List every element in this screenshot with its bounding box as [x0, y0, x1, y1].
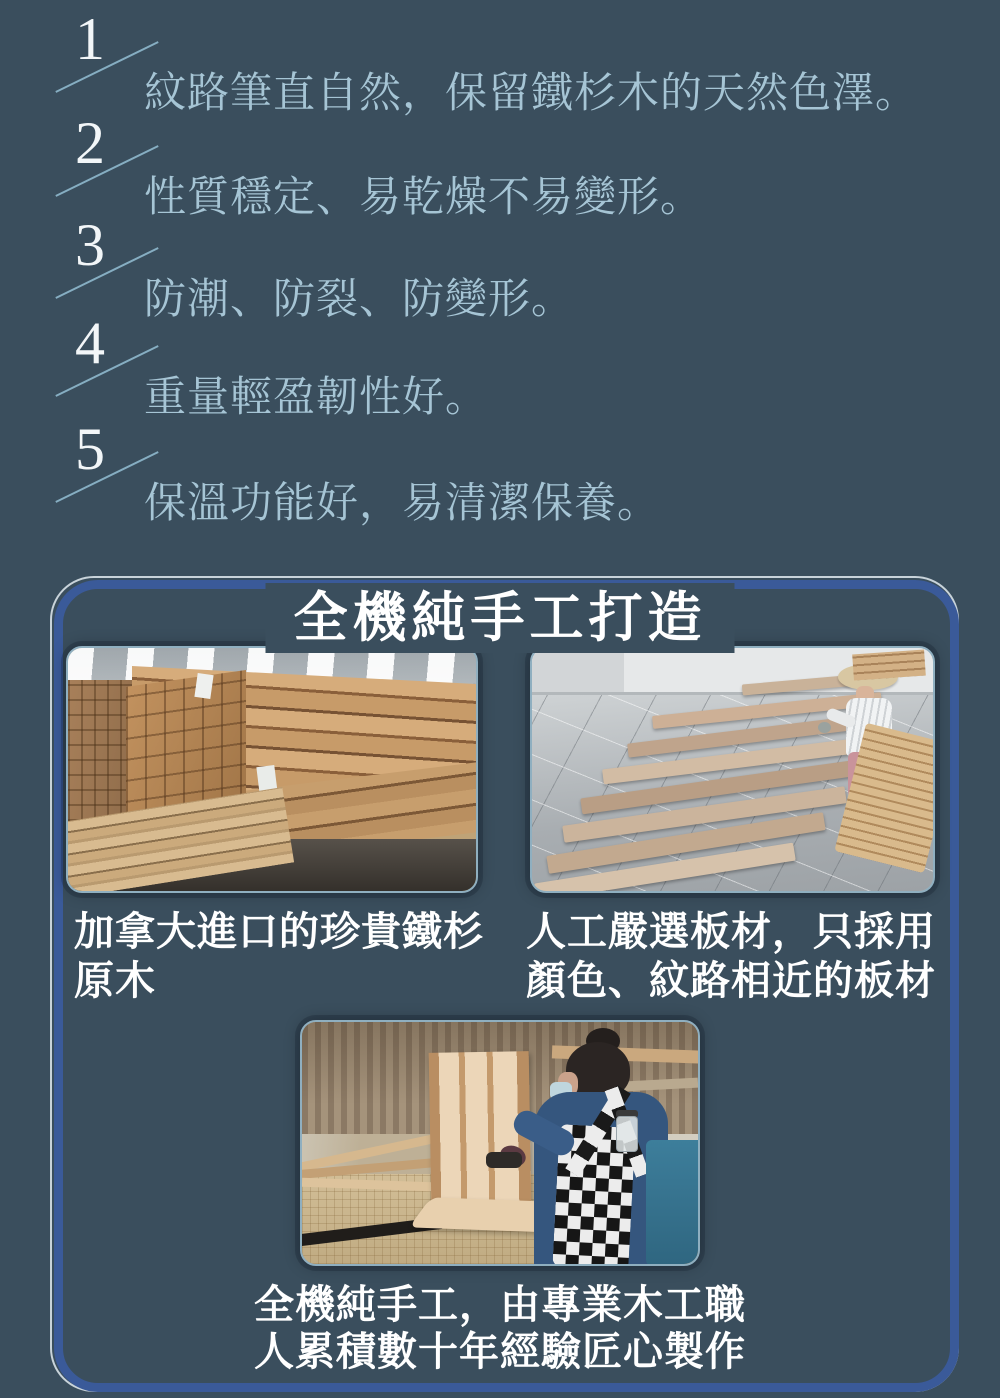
caption-line: 顏色、紋路相近的板材 — [526, 958, 936, 1003]
photo-handcraft-worker — [300, 1020, 700, 1266]
feature-item-1 — [0, 6, 1000, 118]
blue-machine — [646, 1140, 700, 1266]
caption-line: 原木 — [74, 958, 156, 1003]
feature-item-2 — [0, 110, 1000, 222]
feature-text: 防潮、防裂、防變形。 — [144, 275, 575, 322]
feature-number: 4 — [75, 310, 105, 376]
feature-text: 紋路筆直自然，保留鐵杉木的天然色澤。 — [144, 69, 919, 116]
feature-number: 3 — [75, 212, 105, 278]
feature-number: 5 — [75, 416, 105, 482]
caption-line: 人工嚴選板材，只採用 — [526, 910, 936, 954]
photo-plank-selection — [530, 646, 935, 893]
craft-section-title: 全機純手工打造 — [266, 583, 735, 653]
feature-text: 保溫功能好，易清潔保養。 — [144, 479, 661, 526]
glass-jar — [616, 1116, 638, 1152]
caption-line: 全機純手工，由專業木工職 — [254, 1283, 746, 1327]
feature-text: 性質穩定、易乾燥不易變形。 — [144, 173, 704, 220]
photo-lumber-stack — [66, 646, 478, 893]
caption-handcraft — [240, 1282, 760, 1376]
worker-glove — [818, 722, 831, 733]
caption-selection — [526, 908, 956, 1006]
feature-number: 1 — [75, 6, 105, 72]
paper-tag — [194, 673, 213, 699]
sanding-tool — [486, 1152, 522, 1168]
feature-item-5 — [0, 416, 1000, 528]
feature-number: 2 — [75, 110, 105, 176]
feature-item-4 — [0, 310, 1000, 422]
wall-panel — [532, 648, 624, 692]
feature-item-3 — [0, 212, 1000, 324]
caption-line: 人累積數十年經驗匠心製作 — [254, 1330, 746, 1375]
plank-pile — [852, 650, 926, 681]
feature-text: 重量輕盈韌性好。 — [144, 373, 489, 420]
caption-lumber — [74, 908, 519, 1006]
caption-line: 加拿大進口的珍貴鐵杉 — [74, 910, 484, 954]
